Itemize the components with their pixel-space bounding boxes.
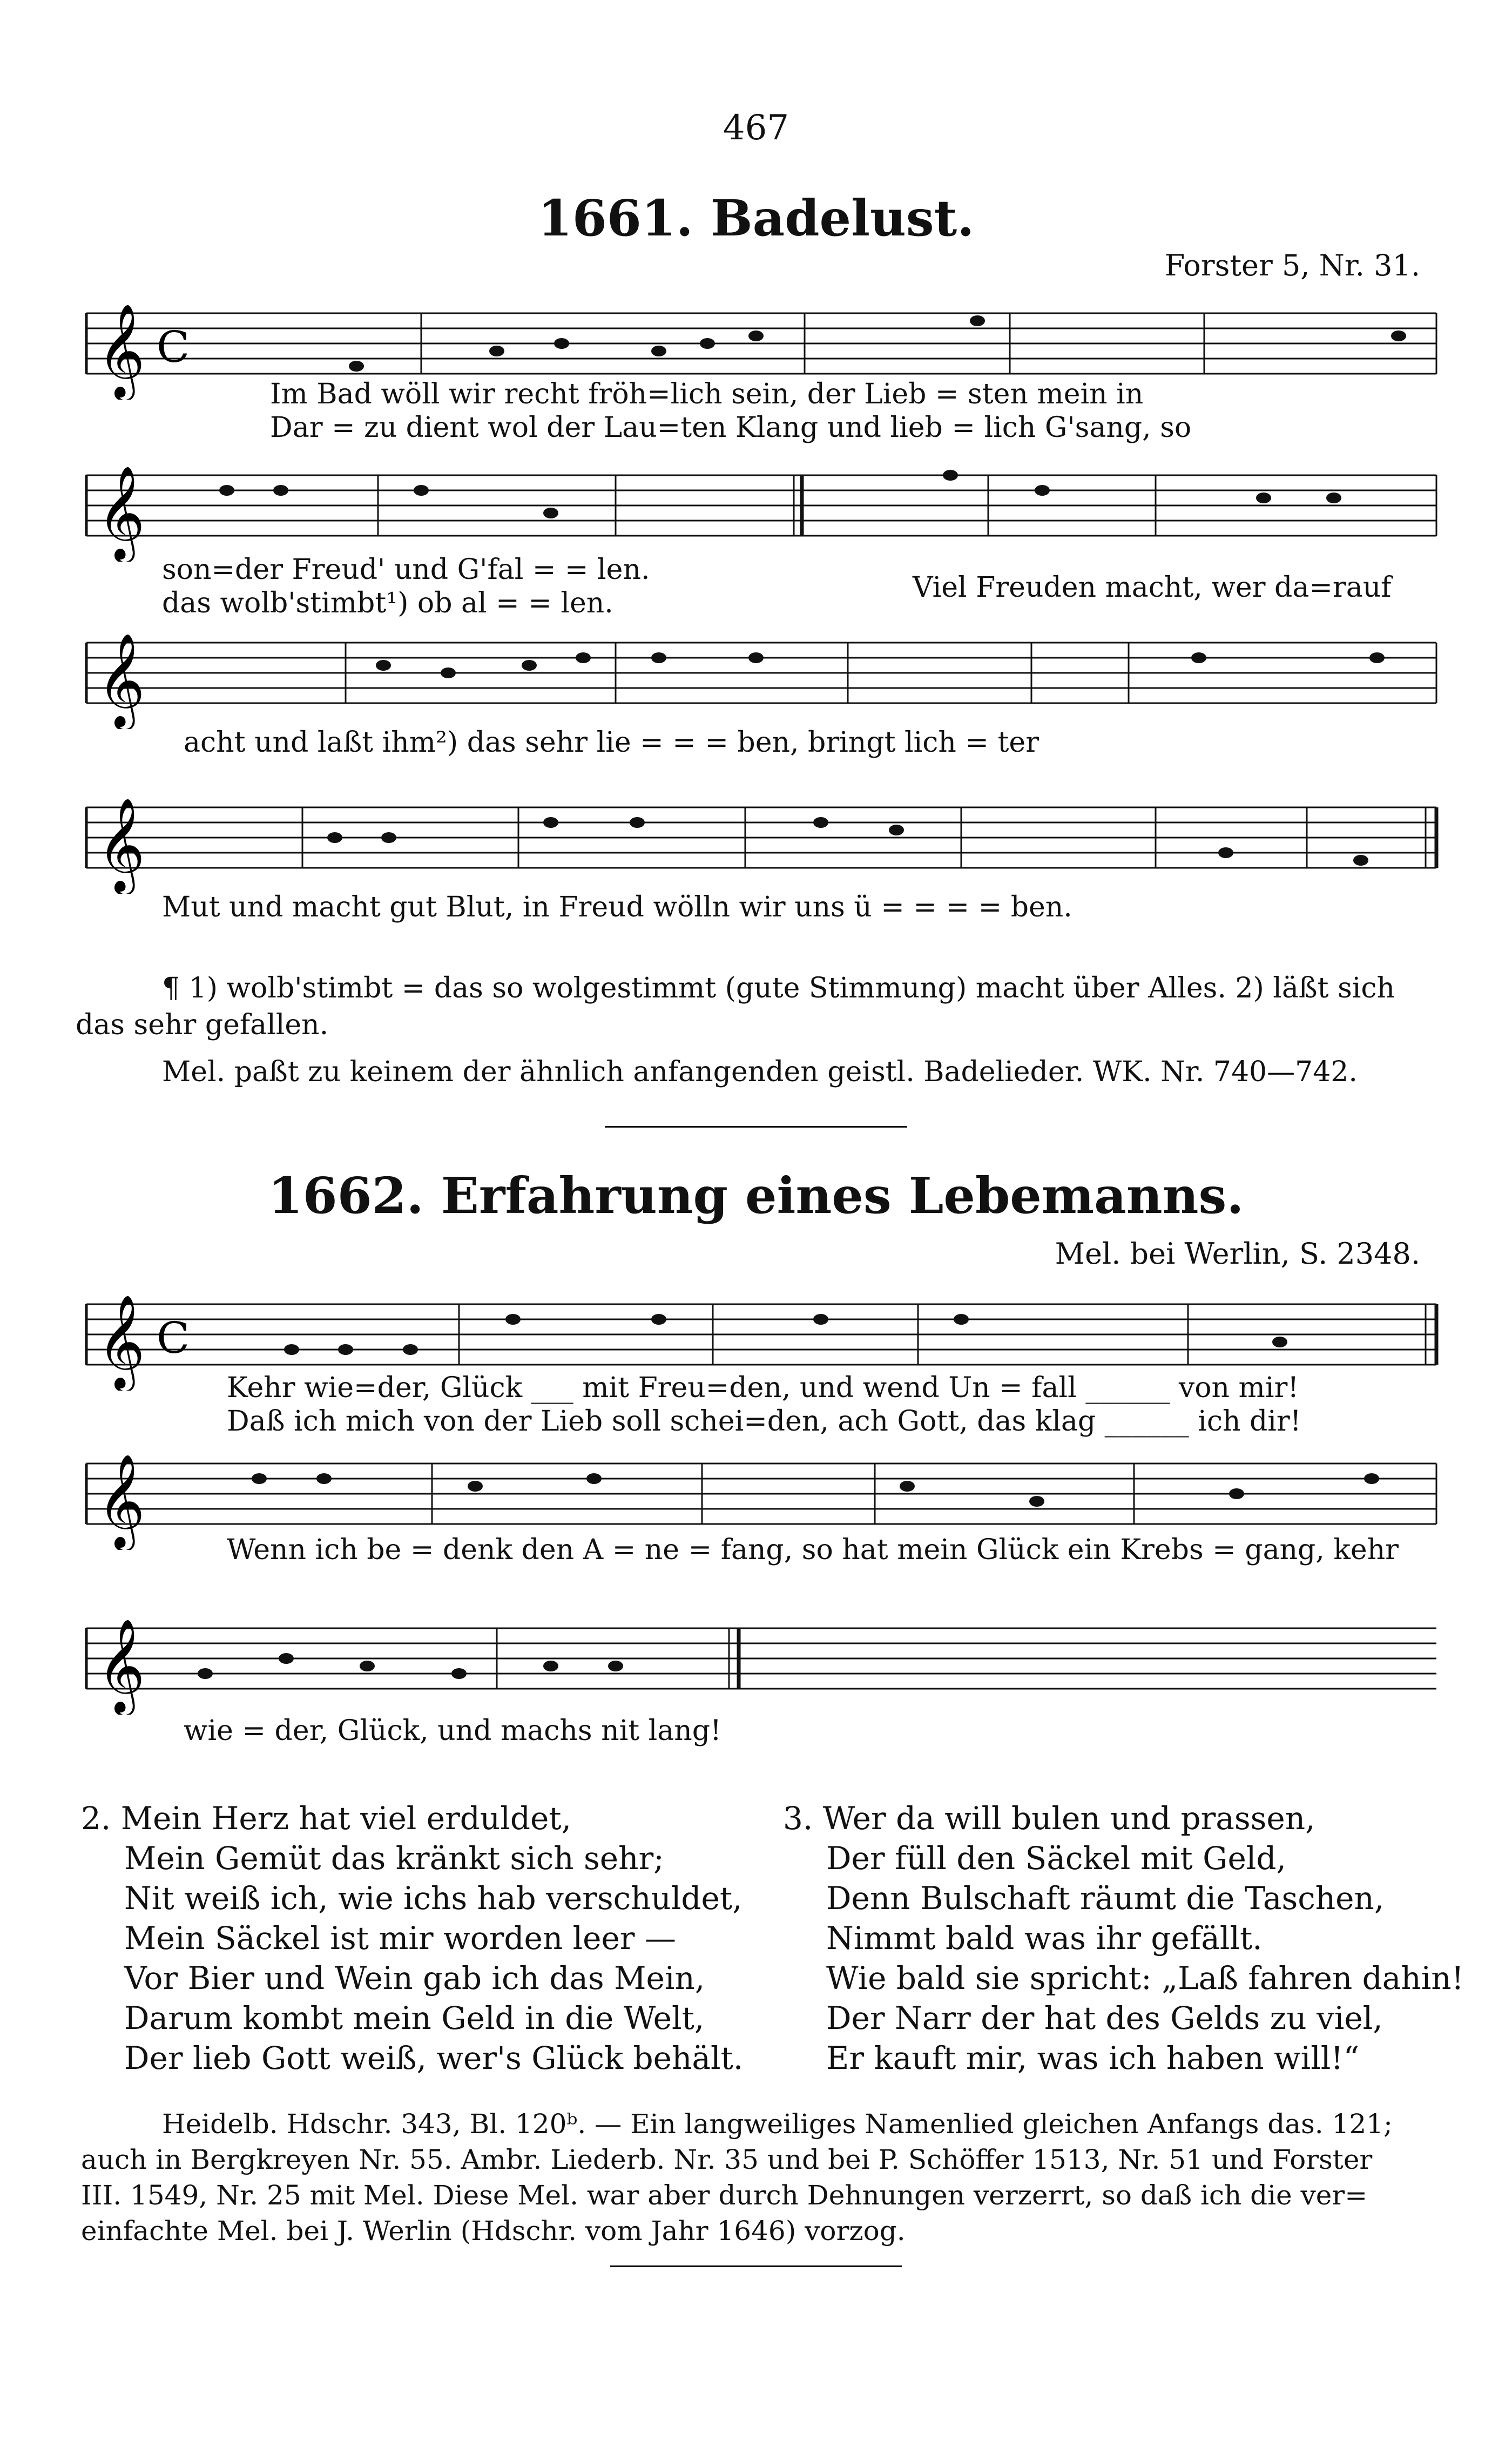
song-title: 1661. Badelust. [537, 189, 975, 247]
verse-2 [81, 1798, 743, 2078]
song-source: Forster 5, Nr. 31. [1164, 248, 1420, 282]
svg-text:𝄞: 𝄞 [97, 304, 145, 397]
lyric-line: Wenn ich be = denk den A = ne = fang, so hat mein Glück ein Krebs = gang, kehr [227, 1534, 1399, 1566]
svg-text:𝄞: 𝄞 [97, 633, 145, 727]
verse-line: Mein Gemüt das kränkt sich sehr; [124, 1840, 664, 1877]
music-staff [76, 454, 1447, 562]
verse-line: Nimmt bald was ihr gefällt. [826, 1920, 1263, 1957]
verse-line: Er kauft mir, was ich haben will!“ [826, 2040, 1360, 2076]
lyric-line: wie = der, Glück, und machs nit lang! [184, 1715, 721, 1747]
lyric-line: Kehr wie=der, Glück ___ mit Freu=den, und wend Un = fall ______ von mir! [227, 1372, 1299, 1404]
lyric-line: Im Bad wöll wir recht fröh=lich sein, der Lieb = sten mein in [270, 378, 1144, 410]
page-number: 467 [723, 108, 789, 148]
footer-line: Heidelb. Hdschr. 343, Bl. 120ᵇ. — Ein langweiliges Namenlied gleichen Anfangs das. 121; [162, 2108, 1393, 2140]
source-notes [81, 2106, 1453, 2249]
verse-line: 2. Mein Herz hat viel erduldet, [81, 1800, 572, 1837]
verse-line: 3. Wer da will bulen und prassen, [783, 1800, 1315, 1837]
lyric-line: Daß ich mich von der Lieb soll schei=den, ach Gott, das klag ______ ich dir! [227, 1405, 1301, 1438]
verse-line: Mein Säckel ist mir worden leer — [124, 1920, 676, 1957]
lyric-line: Dar = zu dient wol der Lau=ten Klang und lieb = lich G'sang, so [270, 412, 1192, 444]
verse-line: Nit weiß ich, wie ichs hab verschuldet, [124, 1880, 742, 1917]
footnote: ¶ 1) wolb'stimbt = das so wolgestimmt (gute Stimmung) macht über Alles. 2) läßt sich [162, 972, 1395, 1004]
footer-line: einfachte Mel. bei J. Werlin (Hdschr. vom Jahr 1646) vorzog. [81, 2215, 906, 2247]
verse-line: Der Narr der hat des Gelds zu viel, [826, 2000, 1383, 2036]
song-title: 1662. Erfahrung eines Lebemanns. [268, 1166, 1244, 1225]
music-staff [76, 786, 1447, 894]
verse-3 [783, 1798, 1464, 2078]
svg-text:C: C [157, 1313, 190, 1363]
verse-line: Vor Bier und Wein gab ich das Mein, [124, 1960, 705, 1997]
footnote: das sehr gefallen. [76, 1009, 329, 1041]
music-staff [76, 1607, 1447, 1715]
footer-line: III. 1549, Nr. 25 mit Mel. Diese Mel. war aber durch Dehnungen verzerrt, so daß ich die ver= [81, 2180, 1368, 2211]
verse-line: Wie bald sie spricht: „Laß fahren dahin! [826, 1960, 1464, 1997]
svg-text:C: C [157, 322, 190, 372]
svg-text:𝄞: 𝄞 [97, 798, 145, 892]
lyric-line: acht und laßt ihm²) das sehr lie = = = ben, bringt lich = ter [184, 726, 1040, 759]
verse-line: Darum kombt mein Geld in die Welt, [124, 2000, 705, 2036]
divider [605, 1126, 907, 1128]
music-staff [76, 621, 1447, 729]
verse-line: Der lieb Gott weiß, wer's Glück behält. [124, 2040, 744, 2076]
verse-line: Denn Bulschaft räumt die Taschen, [826, 1880, 1385, 1917]
svg-text:𝄞: 𝄞 [97, 1454, 145, 1548]
svg-text:𝄞: 𝄞 [97, 1294, 145, 1388]
footer-line: auch in Bergkreyen Nr. 55. Ambr. Liederb. Nr. 35 und bei P. Schöffer 1513, Nr. 51 und Forster [81, 2144, 1373, 2175]
lyric-line: das wolb'stimbt¹) ob al = = len. [162, 587, 613, 619]
lyric-line: son=der Freud' und G'fal = = len. [162, 554, 650, 586]
lyric-line: Mut und macht gut Blut, in Freud wölln wir uns ü = = = = ben. [162, 891, 1072, 923]
svg-text:𝄞: 𝄞 [97, 1618, 145, 1712]
svg-text:𝄞: 𝄞 [97, 466, 145, 559]
divider [610, 2265, 902, 2267]
song-source: Mel. bei Werlin, S. 2348. [1055, 1237, 1420, 1271]
lyric-line: Viel Freuden macht, wer da=rauf [913, 571, 1392, 604]
footnote: Mel. paßt zu keinem der ähnlich anfangenden geistl. Badelieder. WK. Nr. 740—742. [162, 1056, 1358, 1088]
verse-line: Der füll den Säckel mit Geld, [826, 1840, 1286, 1877]
